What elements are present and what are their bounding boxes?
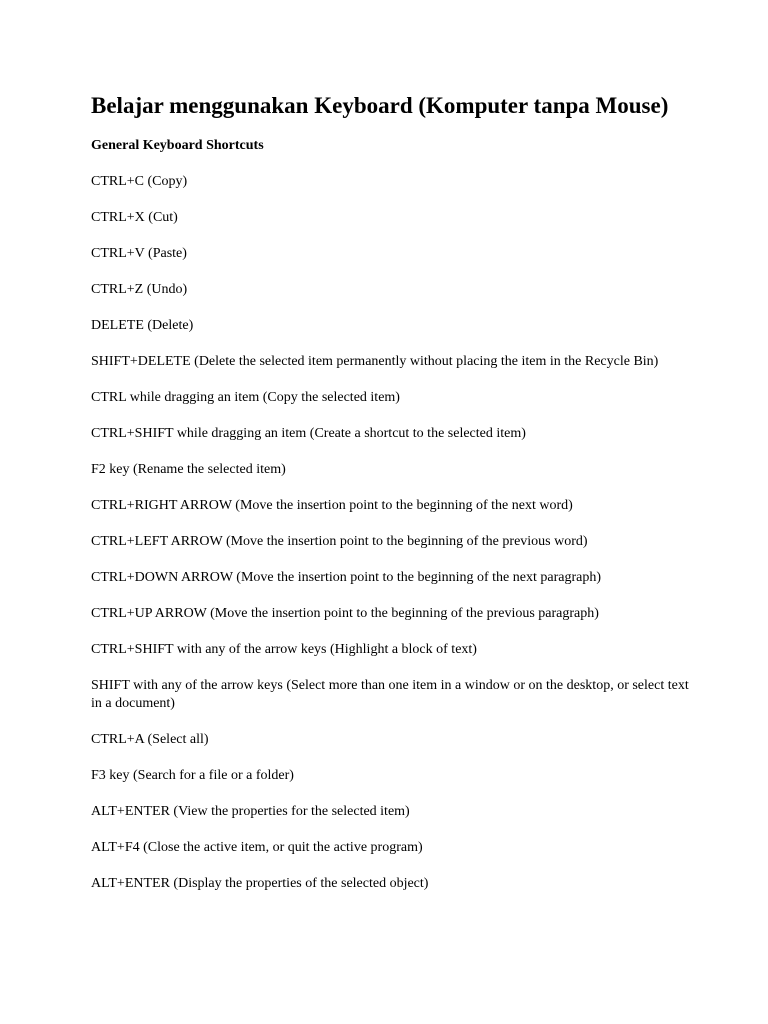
shortcut-item: ALT+F4 (Close the active item, or quit the active program)	[91, 840, 423, 855]
shortcut-item: CTRL+V (Paste)	[91, 246, 187, 261]
shortcut-item: CTRL+A (Select all)	[91, 732, 209, 747]
document-title: Belajar menggunakan Keyboard (Komputer tanpa Mouse)	[91, 93, 669, 118]
shortcut-item: SHIFT with any of the arrow keys (Select more than one item in a window or on the desktop, or select text in a document)	[91, 678, 689, 711]
shortcut-item: CTRL while dragging an item (Copy the selected item)	[91, 390, 400, 405]
section-heading: General Keyboard Shortcuts	[91, 138, 264, 153]
shortcut-item: CTRL+UP ARROW (Move the insertion point to the beginning of the previous paragraph)	[91, 606, 599, 621]
shortcut-item: CTRL+RIGHT ARROW (Move the insertion point to the beginning of the next word)	[91, 498, 573, 513]
shortcut-item: F2 key (Rename the selected item)	[91, 462, 286, 477]
shortcut-item: ALT+ENTER (View the properties for the selected item)	[91, 804, 410, 819]
shortcut-item: F3 key (Search for a file or a folder)	[91, 768, 294, 783]
shortcut-item: CTRL+DOWN ARROW (Move the insertion point to the beginning of the next paragraph)	[91, 570, 601, 585]
shortcut-list	[91, 173, 691, 911]
shortcut-item: CTRL+LEFT ARROW (Move the insertion point to the beginning of the previous word)	[91, 534, 588, 549]
shortcut-item: DELETE (Delete)	[91, 318, 194, 333]
shortcut-item: CTRL+X (Cut)	[91, 210, 178, 225]
shortcut-item: SHIFT+DELETE (Delete the selected item permanently without placing the item in the Recycle Bin)	[91, 354, 659, 369]
shortcut-item: ALT+ENTER (Display the properties of the selected object)	[91, 876, 429, 891]
shortcut-item: CTRL+Z (Undo)	[91, 282, 188, 297]
shortcut-item: CTRL+C (Copy)	[91, 174, 188, 189]
shortcut-item: CTRL+SHIFT with any of the arrow keys (Highlight a block of text)	[91, 642, 477, 657]
shortcut-item: CTRL+SHIFT while dragging an item (Create a shortcut to the selected item)	[91, 426, 526, 441]
